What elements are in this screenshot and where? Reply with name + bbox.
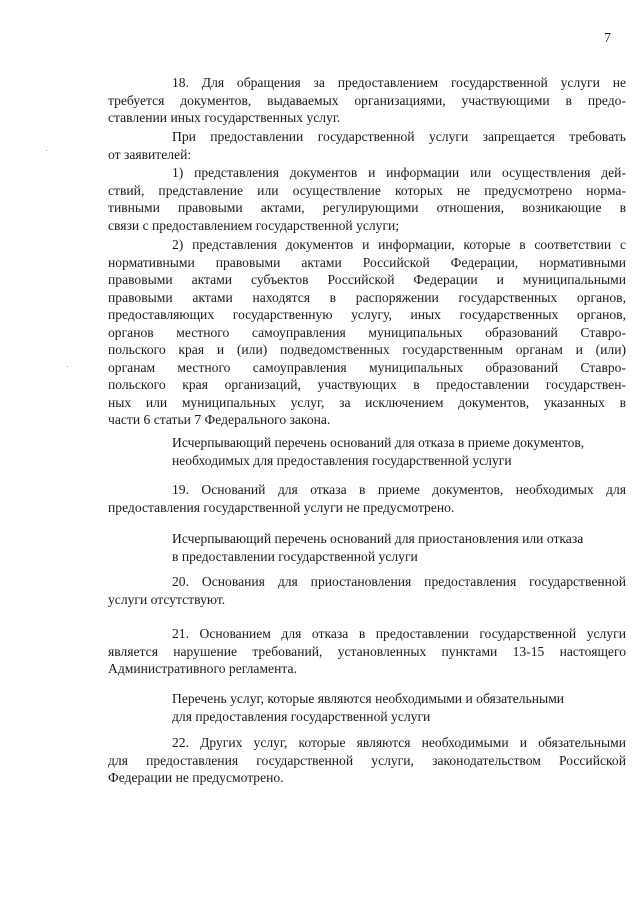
paragraph-20 bbox=[108, 573, 626, 608]
section-heading-refusal-documents bbox=[108, 434, 626, 469]
text-line: ных или муниципальных услуг, за исключением документов, указанных в bbox=[108, 394, 626, 410]
text-line: 18. Для обращения за предоставлением государственной услуги не bbox=[172, 75, 626, 90]
text-line: 2) представления документов и информации, которые в соответствии с bbox=[172, 237, 626, 252]
text-line: 19. Оснований для отказа в приеме документов, необходимых для bbox=[172, 482, 626, 497]
text-line: органов местного самоуправления муниципальных образований Ставро- bbox=[108, 324, 626, 340]
text-line: предоставления государственной услуги не предусмотрено. bbox=[108, 499, 455, 515]
text-line: тивными правовыми актами, регулирующими отношения, возникающие в bbox=[108, 200, 626, 215]
text-line: 22. Других услуг, которые являются необходимыми и обязательными bbox=[172, 735, 626, 750]
paragraph-item-1 bbox=[108, 164, 626, 234]
text-line: польского края организаций, участвующих в предоставлении государствен- bbox=[108, 377, 626, 392]
text-line: является нарушение требований, установленных пунктами 13-15 настоящего bbox=[108, 643, 626, 659]
section-heading-services bbox=[108, 690, 626, 725]
section-heading-suspension bbox=[108, 530, 626, 565]
text-line: ставлении иных государственных услуг. bbox=[108, 110, 341, 125]
text-line: 1) представления документов и информации или осуществления дей- bbox=[172, 165, 626, 180]
text-line: для предоставления государственной услуги, законодательством Российской bbox=[108, 752, 626, 768]
heading-line: Исчерпывающий перечень оснований для отказа в приеме документов, bbox=[172, 435, 585, 450]
paragraph-18 bbox=[108, 74, 626, 127]
heading-line: Перечень услуг, которые являются необходимыми и обязательными bbox=[172, 691, 565, 706]
paragraph-21 bbox=[108, 625, 626, 678]
text-line: 20. Основания для приостановления предоставления государственной bbox=[172, 574, 626, 589]
text-line: требуется документов, выдаваемых организациями, участвующими в предо- bbox=[108, 92, 626, 108]
scan-speck bbox=[46, 150, 47, 151]
text-line: части 6 статьи 7 Федерального закона. bbox=[108, 412, 331, 427]
heading-line: в предоставлении государственной услуги bbox=[172, 548, 418, 564]
text-line: Административного регламента. bbox=[108, 661, 297, 676]
page-number: 7 bbox=[604, 31, 611, 46]
text-line: польского края и (или) подведомственных государственным органам и (или) bbox=[108, 342, 626, 357]
text-line: правовыми актами находятся в распоряжении государственных органов, bbox=[108, 289, 626, 305]
heading-line: необходимых для предоставления государственной услуги bbox=[172, 452, 512, 468]
text-line: Федерации не предусмотрено. bbox=[108, 770, 284, 785]
text-line: от заявителей: bbox=[108, 146, 192, 162]
paragraph-item-2 bbox=[108, 236, 626, 429]
text-line: 21. Основанием для отказа в предоставлении государственной услуги bbox=[172, 626, 626, 641]
text-line: связи с предоставлением государственной услуги; bbox=[108, 217, 400, 233]
text-line: услуги отсутствуют. bbox=[108, 591, 226, 607]
paragraph-forbid bbox=[108, 128, 626, 163]
text-line: ствий, представление или осуществление которых не предусмотрено норма- bbox=[108, 182, 626, 198]
heading-line: для предоставления государственной услуги bbox=[172, 708, 431, 724]
paragraph-19 bbox=[108, 481, 626, 516]
text-line: правовыми актами субъектов Российской Федерации и муниципальными bbox=[108, 272, 626, 287]
text-line: предоставляющих государственную услугу, иных государственных органов, bbox=[108, 307, 626, 322]
text-line: При предоставлении государственной услуги запрещается требовать bbox=[172, 129, 626, 144]
heading-line: Исчерпывающий перечень оснований для приостановления или отказа bbox=[172, 531, 584, 546]
text-line: нормативными правовыми актами Российской Федерации, нормативными bbox=[108, 254, 626, 270]
scan-speck bbox=[67, 366, 68, 367]
text-line: органам местного самоуправления муниципальных образований Ставро- bbox=[108, 359, 626, 375]
paragraph-22 bbox=[108, 734, 626, 787]
